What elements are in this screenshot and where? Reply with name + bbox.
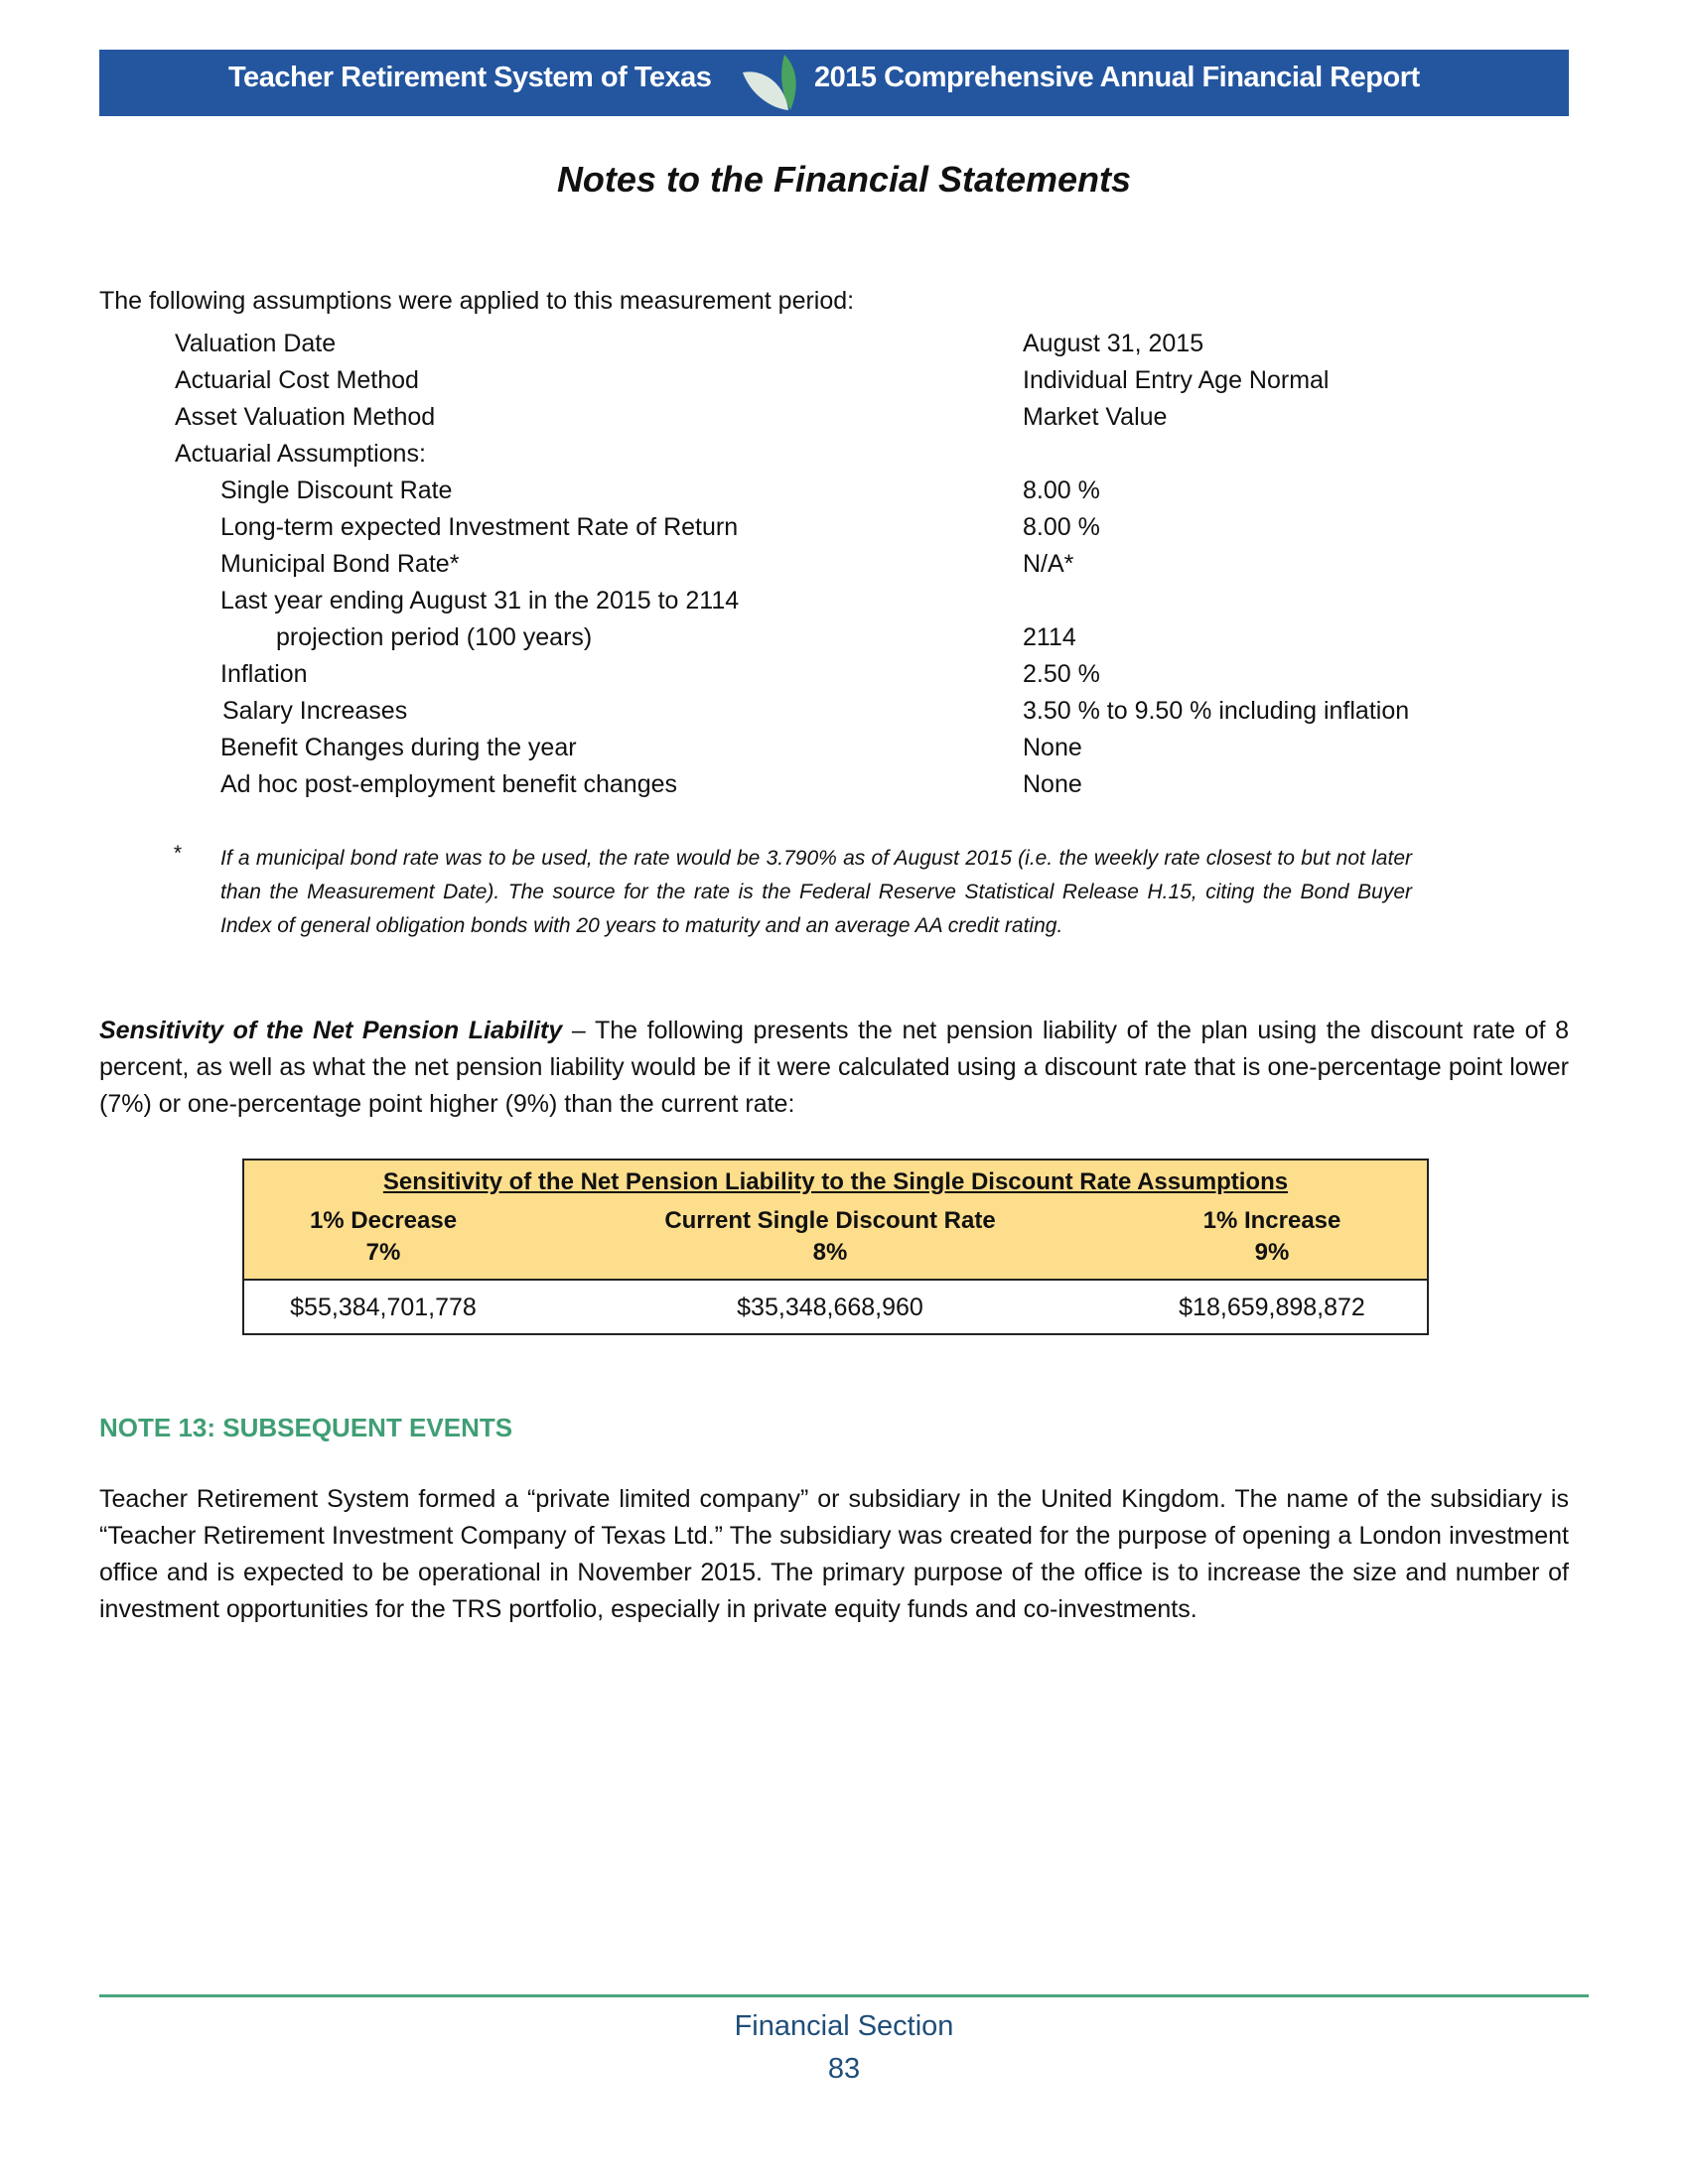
assumption-label: Single Discount Rate [220,477,453,504]
table-cell-value: $35,348,668,960 [737,1294,923,1321]
assumption-label: Salary Increases [222,697,408,725]
column-header: 1% Increase [1202,1207,1341,1234]
assumption-value: 3.50 % to 9.50 % including inflation [1023,697,1410,725]
footnote-marker: * [173,842,182,865]
assumptions-intro: The following assumptions were applied to this measurement period: [99,287,855,315]
footer-section-label: Financial Section [734,2010,954,2042]
sensitivity-table [242,1159,1429,1335]
assumption-label: Long-term expected Investment Rate of Return [220,513,739,541]
report-title: 2015 Comprehensive Annual Financial Report [814,62,1420,93]
note-13-heading: NOTE 13: SUBSEQUENT EVENTS [99,1413,513,1442]
assumption-label: projection period (100 years) [276,623,593,651]
assumption-label: Ad hoc post-employment benefit changes [220,770,677,798]
column-header: 1% Decrease [309,1207,458,1234]
column-rate: 8% [812,1239,848,1266]
sensitivity-paragraph [99,1013,1569,1123]
table-caption: Sensitivity of the Net Pension Liability to the Single Discount Rate Assumptions [382,1168,1289,1195]
assumption-value: 8.00 % [1023,513,1100,541]
leaf-icon [735,53,804,114]
column-header: Current Single Discount Rate [664,1207,996,1234]
footnote-text: If a municipal bond rate was to be used, the rate would be 3.790% as of August 2015 (i.e. the weekly rate closest to but not later than the Measurement Date). The source for the rate is the Federal Reserve Statistical Release H.15, citing the Bond Buyer Index of general obligation bonds with 20 years to maturity and an average AA credit rating. [220,847,1412,937]
table-cell-value: $18,659,898,872 [1179,1294,1365,1321]
page-title: Notes to the Financial Statements [556,159,1132,200]
assumption-label: Asset Valuation Method [175,403,436,431]
assumption-value: None [1023,770,1082,798]
assumption-label: Benefit Changes during the year [220,734,577,761]
assumption-label: Actuarial Cost Method [175,366,419,394]
assumption-value: Market Value [1023,403,1168,431]
table-header [244,1160,1427,1281]
sensitivity-lead: Sensitivity of the Net Pension Liability [99,1017,563,1044]
column-rate: 7% [365,1239,401,1266]
footer-divider [99,1994,1589,1997]
assumption-value: N/A* [1023,550,1074,578]
subsequent-events-paragraph: Teacher Retirement System formed a “private limited company” or subsidiary in the United Kingdom. The name of the subsidiary is “Teacher Retirement Investment Company of Texas Ltd.” The subsidiary was created for the purpose of opening a London investment office and is expected to be operational in November 2015. The primary purpose of the office is to increase the size and number of investment opportunities for the TRS portfolio, especially in private equity funds and co-investments. [99,1485,1569,1623]
assumption-value: August 31, 2015 [1023,330,1204,357]
assumption-value: None [1023,734,1082,761]
organization-title: Teacher Retirement System of Texas [228,62,712,93]
assumption-value: Individual Entry Age Normal [1023,366,1330,394]
sensitivity-text: – The following presents the net pension liability of the plan using the discount rate of 8 percent, as well as what the net pension liability would be if it were calculated using a discount rate that is one-percentage point lower (7%) or one-percentage point higher (9%) than the current rate: [99,1017,1569,1118]
assumption-value: 2.50 % [1023,660,1100,688]
report-header-band [99,50,1569,116]
column-rate: 9% [1254,1239,1290,1266]
assumption-label: Actuarial Assumptions: [175,440,426,468]
assumption-label: Inflation [220,660,308,688]
assumption-label: Valuation Date [175,330,337,357]
assumption-value: 8.00 % [1023,477,1100,504]
assumption-value: 2114 [1023,623,1076,651]
table-cell-value: $55,384,701,778 [290,1294,477,1321]
page-number: 83 [827,2053,861,2085]
assumption-label: Last year ending August 31 in the 2015 to 2114 [220,587,740,614]
assumption-label: Municipal Bond Rate* [220,550,460,578]
